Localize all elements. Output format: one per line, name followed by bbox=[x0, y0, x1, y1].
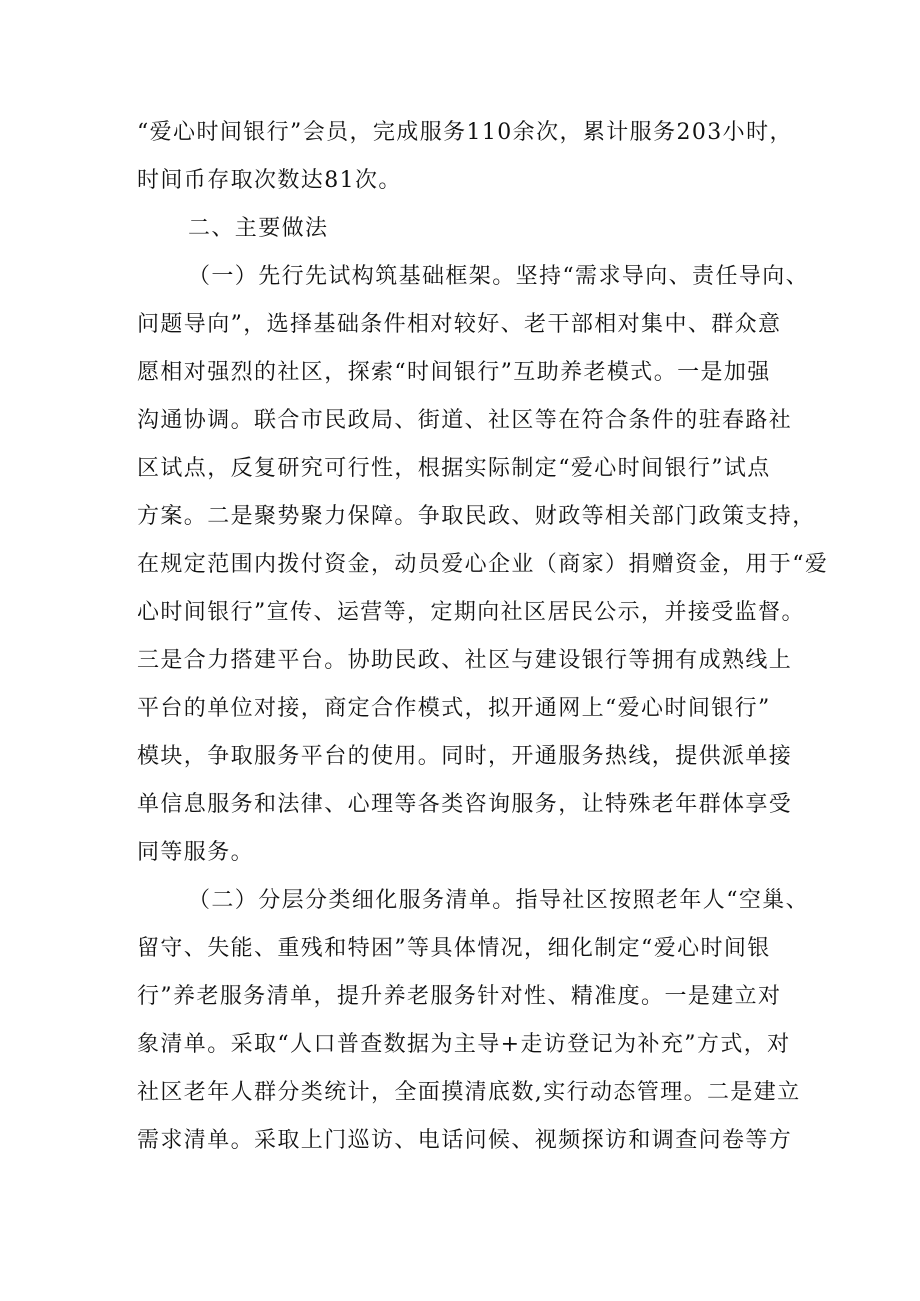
paragraph-line: 愿相对强烈的社区，探索“时间银行”互助养老模式。一是加强 bbox=[137, 360, 771, 385]
paragraph-line: “爱心时间银行”会员，完成服务110余次，累计服务203小时， bbox=[137, 120, 793, 145]
paragraph-line: （二）分层分类细化服务清单。指导社区按照老年人“空巢、 bbox=[188, 888, 810, 913]
paragraph-line: 需求清单。采取上门巡访、电话问候、视频探访和调查问卷等方 bbox=[137, 1128, 793, 1153]
paragraph-line: 区试点，反复研究可行性，根据实际制定“爱心时间银行”试点 bbox=[137, 456, 771, 481]
paragraph-line: 三是合力搭建平台。协助民政、社区与建设银行等拥有成熟线上 bbox=[137, 648, 793, 673]
paragraph-line: 问题导向”，选择基础条件相对较好、老干部相对集中、群众意 bbox=[137, 312, 782, 337]
paragraph-line: 象清单。采取“人口普查数据为主导+走访登记为补充”方式，对 bbox=[137, 1032, 791, 1057]
paragraph-line: 在规定范围内拨付资金，动员爱心企业（商家）捐赠资金，用于“爱 bbox=[137, 552, 829, 577]
paragraph-line: （一）先行先试构筑基础框架。坚持“需求导向、责任导向、 bbox=[188, 264, 810, 289]
paragraph-line: 心时间银行”宣传、运营等，定期向社区居民公示，并接受监督。 bbox=[137, 600, 805, 625]
paragraph-line: 社区老年人群分类统计，全面摸清底数,实行动态管理。二是建立 bbox=[137, 1080, 801, 1105]
paragraph-line: 单信息服务和法律、心理等各类咨询服务，让特殊老年群体享受 bbox=[137, 792, 793, 817]
paragraph-line: 沟通协调。联合市民政局、街道、社区等在符合条件的驻春路社 bbox=[137, 408, 793, 433]
paragraph-line: 同等服务。 bbox=[137, 840, 255, 865]
section-heading: 二、主要做法 bbox=[188, 216, 329, 241]
paragraph-line: 时间币存取次数达81次。 bbox=[137, 168, 402, 193]
paragraph-line: 行”养老服务清单，提升养老服务针对性、精准度。一是建立对 bbox=[137, 984, 782, 1009]
paragraph-line: 留守、失能、重残和特困”等具体情况，细化制定“爱心时间银 bbox=[137, 936, 771, 961]
paragraph-line: 平台的单位对接，商定合作模式，拟开通网上“爱心时间银行” bbox=[137, 696, 771, 721]
paragraph-line: 模块，争取服务平台的使用。同时，开通服务热线，提供派单接 bbox=[137, 744, 793, 769]
paragraph-line: 方案。二是聚势聚力保障。争取民政、财政等相关部门政策支持， bbox=[137, 504, 816, 529]
